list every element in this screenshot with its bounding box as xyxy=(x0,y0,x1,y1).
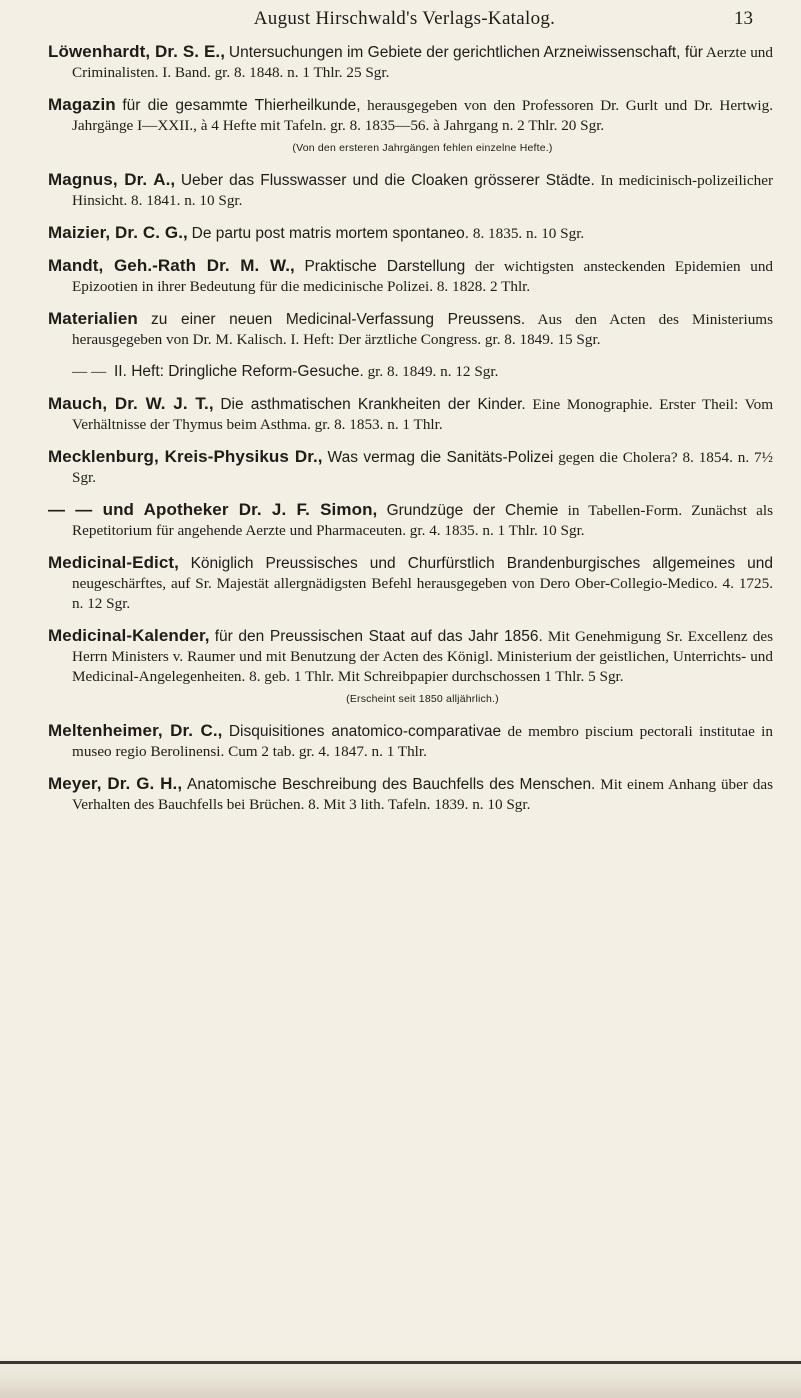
catalog-entry xyxy=(48,394,773,435)
running-head: August Hirschwald's Verlags-Katalog. xyxy=(253,8,556,29)
entry-head: — — und Apotheker Dr. J. F. Simon, xyxy=(48,500,378,519)
catalog-entry xyxy=(48,774,773,815)
catalog-entry xyxy=(48,721,773,762)
catalog-entry xyxy=(48,170,773,211)
entry-subtitle: Königlich Preussisches und Churfürstlich Brandenburgisches allgemeines und xyxy=(190,555,773,572)
page-number: 13 xyxy=(734,8,753,29)
entry-head: Mauch, Dr. W. J. T., xyxy=(48,394,214,413)
catalog-entry xyxy=(48,256,773,297)
entry-text: Mit Genehmigung Sr. Excellenz des Herrn Ministers v. Raumer und mit Benutzung der Acten des Königl. Ministerium der geistlichen, Unterrichts- und Medicinal-Angelegenheiten. 8. geb. 1 Thlr. Mit Schreibpapier durchschossen 1 Thlr. 5 Sgr. xyxy=(72,628,773,685)
entry-text: de membro piscium pectorali institutae in museo regio Berolinensi. Cum 2 tab. gr. 4. 1847. n. 1 Thlr. xyxy=(72,723,773,760)
entry-text: gegen die Cholera? 8. 1854. n. 7½ Sgr. xyxy=(72,449,774,486)
entry-note: (Von den ersteren Jahrgängen fehlen einzelne Hefte.) xyxy=(292,142,553,154)
scan-bottom-edge xyxy=(0,1352,801,1398)
catalog-entries xyxy=(48,42,773,827)
entry-head: Magazin xyxy=(48,95,116,114)
entry-text: Eine Monographie. Erster Theil: Vom Verhältnisse der Thymus beim Asthma. gr. 8. 1853. n. 1 Thlr. xyxy=(72,396,774,433)
entry-subtitle: Praktische Darstellung xyxy=(304,258,466,275)
entry-text: neugeschärftes, auf Sr. Majestät allergnädigsten Befehl herausgegeben von Dero Ober-Collegio-Medico. 4. 1725. n. 12 Sgr. xyxy=(72,575,773,612)
entry-text: Aerzte und Criminalisten. I. Band. gr. 8. 1848. n. 1 Thlr. 25 Sgr. xyxy=(72,44,773,81)
entry-head: Materialien xyxy=(48,309,138,328)
catalog-entry xyxy=(48,95,773,158)
entry-text: herausgegeben von den Professoren Dr. Gurlt und Dr. Hertwig. Jahrgänge I—XXII., à 4 Hefte mit Tafeln. gr. 8. 1835—56. à Jahrgang n. 2 Thlr. 20 Sgr. xyxy=(72,97,773,134)
entry-subtitle: Die asthmatischen Krankheiten der Kinder. xyxy=(220,396,526,413)
entry-subtitle: zu einer neuen Medicinal-Verfassung Preussens. xyxy=(151,311,526,328)
entry-text: In medicinisch-polizeilicher Hinsicht. 8. 1841. n. 10 Sgr. xyxy=(72,172,774,209)
catalog-entry xyxy=(48,223,773,244)
entry-subtitle: Was vermag die Sanitäts-Polizei xyxy=(327,449,554,466)
catalog-entry-continuation xyxy=(48,362,773,382)
entry-note: (Erscheint seit 1850 alljährlich.) xyxy=(346,693,499,705)
entry-head: Meltenheimer, Dr. C., xyxy=(48,721,223,740)
catalog-entry xyxy=(48,553,773,614)
entry-text: der wichtigsten ansteckenden Epidemien und Epizootien in ihrer Bedeutung für die medicinische Polizei. 8. 1828. 2 Thlr. xyxy=(72,258,774,295)
catalog-entry xyxy=(48,626,773,709)
entry-head: Maizier, Dr. C. G., xyxy=(48,223,188,242)
entry-subtitle: für den Preussischen Staat auf das Jahr 1856. xyxy=(214,628,543,645)
catalog-entry xyxy=(48,500,773,541)
entry-head: Löwenhardt, Dr. S. E., xyxy=(48,42,226,61)
entry-head: Medicinal-Kalender, xyxy=(48,626,210,645)
catalog-entry xyxy=(48,309,773,350)
entry-head: Meyer, Dr. G. H., xyxy=(48,774,183,793)
entry-text: gr. 8. 1849. n. 12 Sgr. xyxy=(367,363,499,380)
entry-head: Mandt, Geh.-Rath Dr. M. W., xyxy=(48,256,295,275)
entry-subtitle: Anatomische Beschreibung des Bauchfells des Menschen. xyxy=(187,776,596,793)
scan-edge-line xyxy=(0,1361,801,1364)
entry-subtitle: Grundzüge der Chemie xyxy=(386,502,559,519)
entry-subtitle: Disquisitiones anatomico-comparativae xyxy=(228,723,502,740)
entry-head: Medicinal-Edict, xyxy=(48,553,180,572)
entry-subtitle: für die gesammte Thierheilkunde, xyxy=(122,97,361,114)
entry-head: Mecklenburg, Kreis-Physikus Dr., xyxy=(48,447,323,466)
catalog-entry xyxy=(48,447,773,488)
entry-text: in Tabellen-Form. Zunächst als Repetitorium für angehende Aerzte und Pharmaceuten. gr. 4. 1835. n. 1 Thlr. 10 Sgr. xyxy=(72,502,773,539)
entry-text: Aus den Acten des Ministeriums herausgegeben von Dr. M. Kalisch. I. Heft: Der ärztliche Congress. gr. 8. 1849. 15 Sgr. xyxy=(72,311,774,348)
entry-text: Mit einem Anhang über das Verhalten des Bauchfells bei Brüchen. 8. Mit 3 lith. Tafeln. 1839. n. 10 Sgr. xyxy=(72,776,773,813)
entry-text: 8. 1835. n. 10 Sgr. xyxy=(472,225,585,242)
entry-subtitle: Ueber das Flusswasser und die Cloaken grösserer Städte. xyxy=(180,172,595,189)
page-header xyxy=(52,4,757,40)
entry-subtitle: De partu post matris mortem spontaneo. xyxy=(191,225,470,242)
entry-head: Magnus, Dr. A., xyxy=(48,170,176,189)
repeat-dash: — — xyxy=(72,363,107,380)
catalog-entry xyxy=(48,42,773,83)
entry-subtitle: II. Heft: Dringliche Reform-Gesuche. xyxy=(113,363,364,380)
entry-subtitle: Untersuchungen im Gebiete der gerichtlichen Arzneiwissenschaft, für xyxy=(228,44,703,61)
